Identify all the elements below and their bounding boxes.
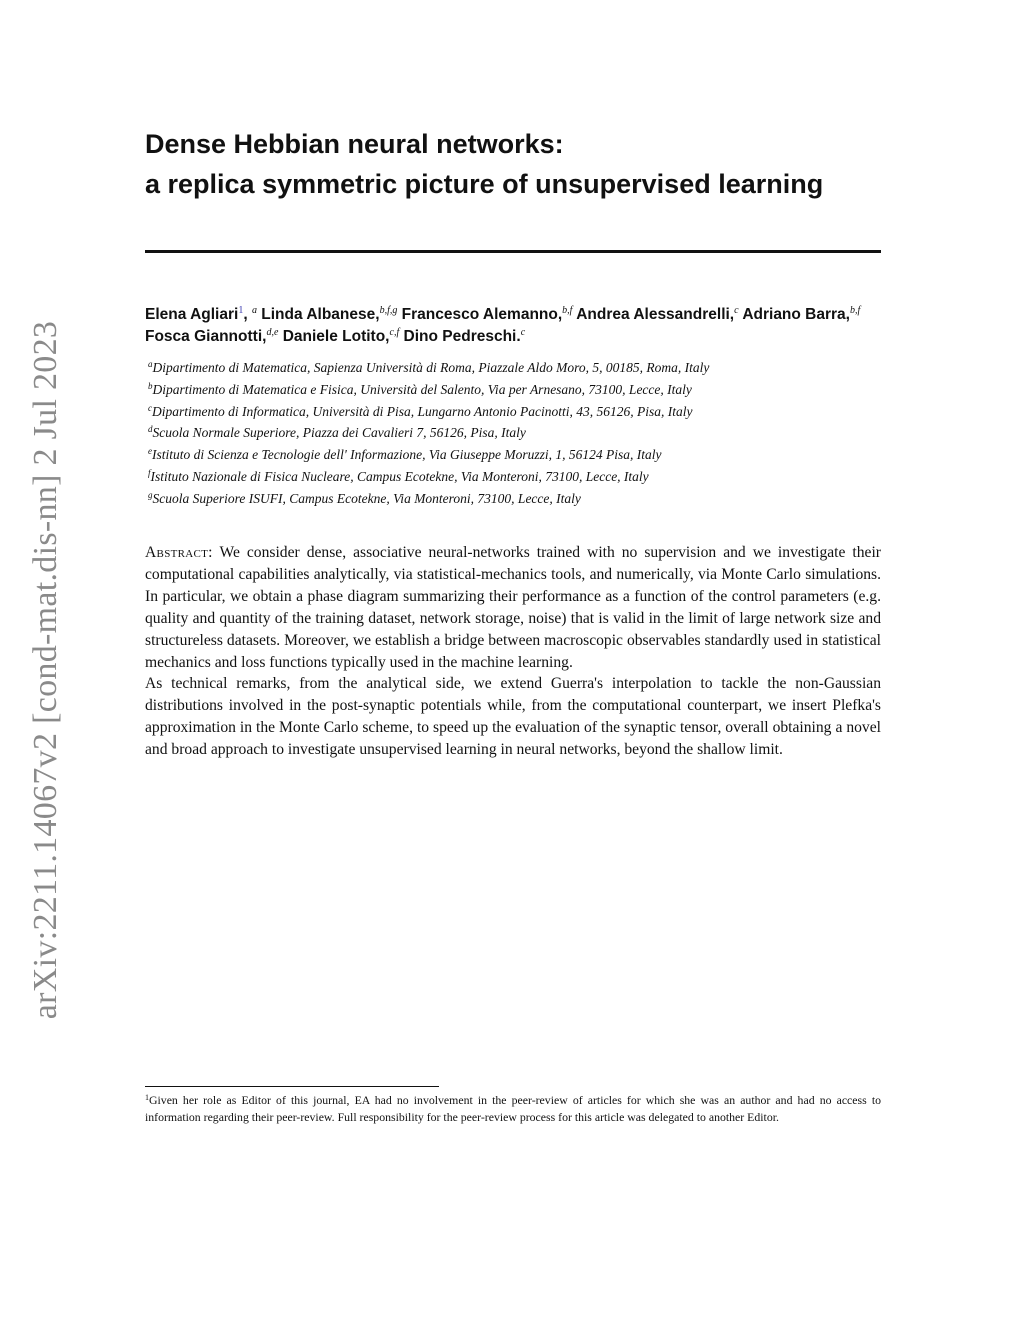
- author-affil-mark: d,e: [266, 327, 279, 338]
- affiliation: [148, 357, 888, 379]
- arxiv-identifier: arXiv:2211.14067v2 [cond-mat.dis-nn] 2 Jul 2023: [27, 320, 64, 1020]
- affiliation: [148, 401, 888, 423]
- paper-title: [145, 124, 885, 204]
- footnote: [145, 1092, 881, 1126]
- affiliation-text: Scuola Superiore ISUFI, Campus Ecotekne, Via Monteroni, 73100, Lecce, Italy: [152, 490, 581, 506]
- abstract-paragraph-2: As technical remarks, from the analytical side, we extend Guerra's interpolation to tackle the non-Gaussian distributions involved in the post-synaptic potentials while, from the computational counterpart, we insert Plefka's approximation in the Monte Carlo scheme, to speed up the evaluation of the synaptic tensor, overall obtaining a novel and broad approach to investigate unsupervised learning in neural networks, beyond the shallow limit.: [145, 675, 881, 759]
- affiliation-text: Istituto Nazionale di Fisica Nucleare, Campus Ecotekne, Via Monteroni, 73100, Lecce, Italy: [150, 468, 649, 484]
- footnote-text: Given her role as Editor of this journal, EA had no involvement in the peer-review of articles for which she was an author and had no access to information regarding their peer-review. Full responsibility for the peer-review process for this article was delegated to another Editor.: [145, 1093, 881, 1125]
- author-affil-mark: c,f: [389, 327, 400, 338]
- affiliation-mark: c: [148, 402, 152, 413]
- author-affil-mark: c: [734, 305, 739, 316]
- affiliation-mark: g: [148, 489, 153, 500]
- footnote-ref[interactable]: 1: [238, 305, 244, 316]
- abstract-label: Abstract:: [145, 544, 213, 561]
- affiliation: [148, 422, 888, 444]
- abstract-text-1: We consider dense, associative neural-networks trained with no supervision and we investigate their computational capabilities analytically, via statistical-mechanics tools, and numerically, via Monte Carlo simulations. In particular, we obtain a phase diagram summarizing their performance as a function of the control parameters (e.g. quality and quantity of the training dataset, network storage, noise) that is valid in the limit of large network size and structureless datasets. Moreover, we establish a bridge between macroscopic observables standardly used in statistical mechanics and loss functions typically used in the machine learning.: [145, 544, 881, 671]
- abstract: [145, 542, 881, 761]
- author-name: Dino Pedreschi.: [403, 328, 521, 345]
- affiliation-mark: a: [148, 359, 153, 369]
- abstract-paragraph-1: [145, 542, 881, 673]
- author-name: Elena Agliari: [145, 306, 239, 323]
- affiliation-list: [148, 357, 888, 510]
- author-name: Linda Albanese,: [261, 306, 380, 323]
- affiliation-mark: e: [148, 446, 152, 457]
- footnote-rule: [145, 1086, 439, 1087]
- affiliation: [148, 379, 888, 401]
- author-name: Daniele Lotito,: [282, 328, 390, 345]
- affiliation-mark: b: [148, 380, 153, 391]
- author-name: Fosca Giannotti,: [145, 328, 267, 345]
- arxiv-side-stamp: [26, 320, 66, 1020]
- affiliation-text: Dipartimento di Matematica e Fisica, Università del Salento, Via per Arnesano, 73100, Lecce, Italy: [152, 381, 692, 397]
- title-rule: [145, 250, 881, 253]
- author-affil-mark: b,f: [849, 305, 861, 316]
- affiliation-mark: f: [148, 467, 151, 478]
- title-line-1: Dense Hebbian neural networks:: [145, 129, 564, 159]
- affiliation: [148, 488, 888, 510]
- affiliation-text: Scuola Normale Superiore, Piazza dei Cavalieri 7, 56126, Pisa, Italy: [152, 425, 526, 441]
- author-name: Adriano Barra,: [742, 306, 850, 323]
- affiliation-text: Dipartimento di Matematica, Sapienza Università di Roma, Piazzale Aldo Moro, 5, 00185, Roma, Italy: [152, 360, 710, 375]
- author-affil-mark: c: [520, 327, 526, 338]
- author-separator: ,: [243, 306, 252, 323]
- author-name: Andrea Alessandrelli,: [576, 306, 735, 323]
- affiliation-text: Dipartimento di Informatica, Università di Pisa, Lungarno Antonio Pacinotti, 43, 56126, Pisa, Italy: [152, 403, 693, 419]
- author-affil-mark: b,f: [562, 305, 573, 316]
- affiliation: [148, 466, 888, 488]
- title-line-2: a replica symmetric picture of unsupervised learning: [145, 169, 824, 199]
- author-name: Francesco Alemanno,: [401, 306, 563, 323]
- affiliation-text: Istituto di Scienza e Tecnologie dell' Informazione, Via Giuseppe Moruzzi, 1, 56124 Pisa, Italy: [152, 447, 662, 463]
- author-affil-mark: a: [251, 305, 257, 316]
- footnote-mark: 1: [145, 1093, 149, 1102]
- affiliation-mark: d: [148, 424, 153, 435]
- affiliation: [148, 444, 888, 466]
- author-affil-mark: b,f,g: [379, 305, 398, 316]
- author-list: [145, 304, 885, 348]
